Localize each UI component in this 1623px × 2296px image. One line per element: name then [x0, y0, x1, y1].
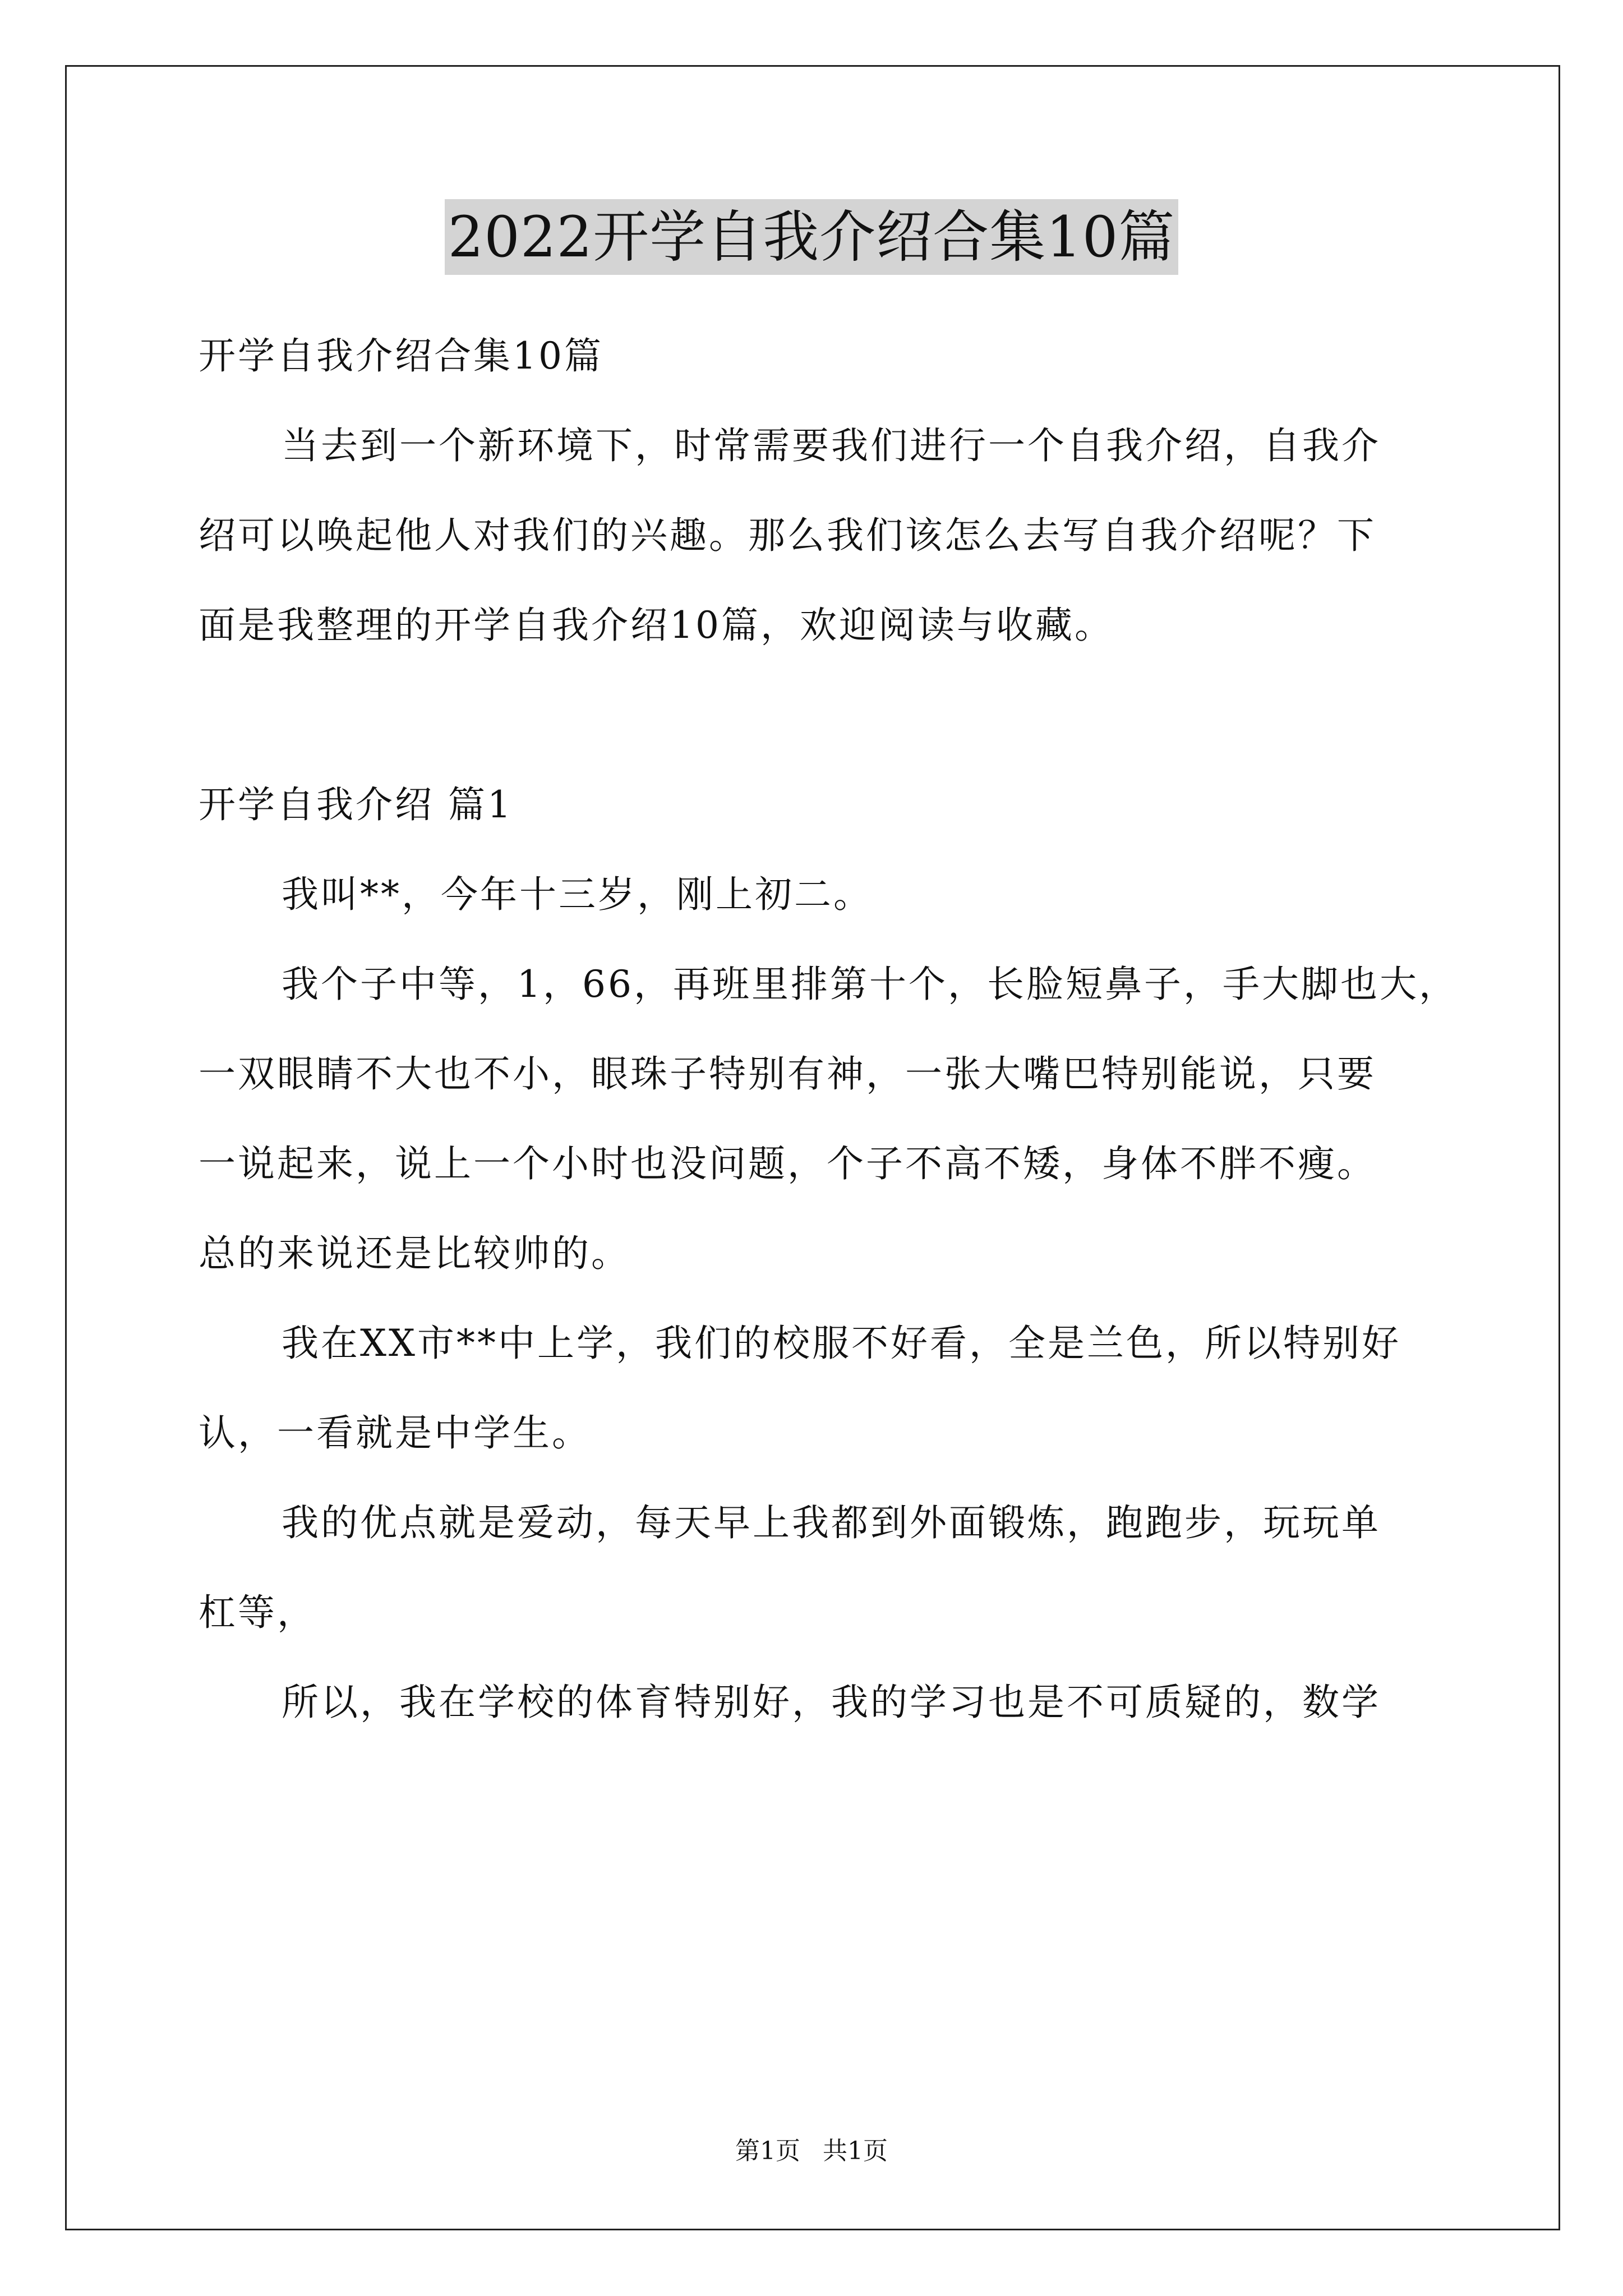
body-line: 杠等， — [199, 1591, 316, 1634]
document-body — [199, 311, 1458, 1747]
body-line: 我的优点就是爱动，每天早上我都到外面锻炼，跑跑步，玩玩单 — [282, 1501, 1381, 1544]
body-line: 认，一看就是中学生。 — [199, 1411, 591, 1455]
title-container — [0, 199, 1623, 275]
body-line: 我在XX市**中上学，我们的校服不好看，全是兰色，所以特别好 — [282, 1322, 1401, 1365]
section-heading: 开学自我介绍 篇1 — [199, 783, 513, 826]
body-line: 总的来说还是比较帅的。 — [199, 1232, 630, 1275]
intro-line: 面是我整理的开学自我介绍10篇，欢迎阅读与收藏。 — [199, 604, 1114, 647]
body-line: 一双眼睛不大也不小，眼珠子特别有神，一张大嘴巴特别能说，只要 — [199, 1052, 1376, 1096]
page-footer: 第1页 共1页 — [735, 2137, 888, 2165]
body-line: 我叫**，今年十三岁，刚上初二。 — [282, 873, 873, 916]
subtitle: 开学自我介绍合集10篇 — [199, 334, 603, 378]
body-line: 我个子中等，1，66，再班里排第十个，长脸短鼻子，手大脚也大， — [282, 963, 1458, 1006]
body-line: 一说起来，说上一个小时也没问题，个子不高不矮，身体不胖不瘦。 — [199, 1142, 1376, 1185]
intro-line: 绍可以唤起他人对我们的兴趣。那么我们该怎么去写自我介绍呢？下 — [199, 514, 1376, 557]
blank-line — [199, 670, 1427, 760]
body-line: 所以，我在学校的体育特别好，我的学习也是不可质疑的，数学 — [282, 1681, 1381, 1724]
intro-line: 当去到一个新环境下，时常需要我们进行一个自我介绍，自我介 — [282, 424, 1381, 467]
document-title: 2022开学自我介绍合集10篇 — [445, 199, 1179, 275]
